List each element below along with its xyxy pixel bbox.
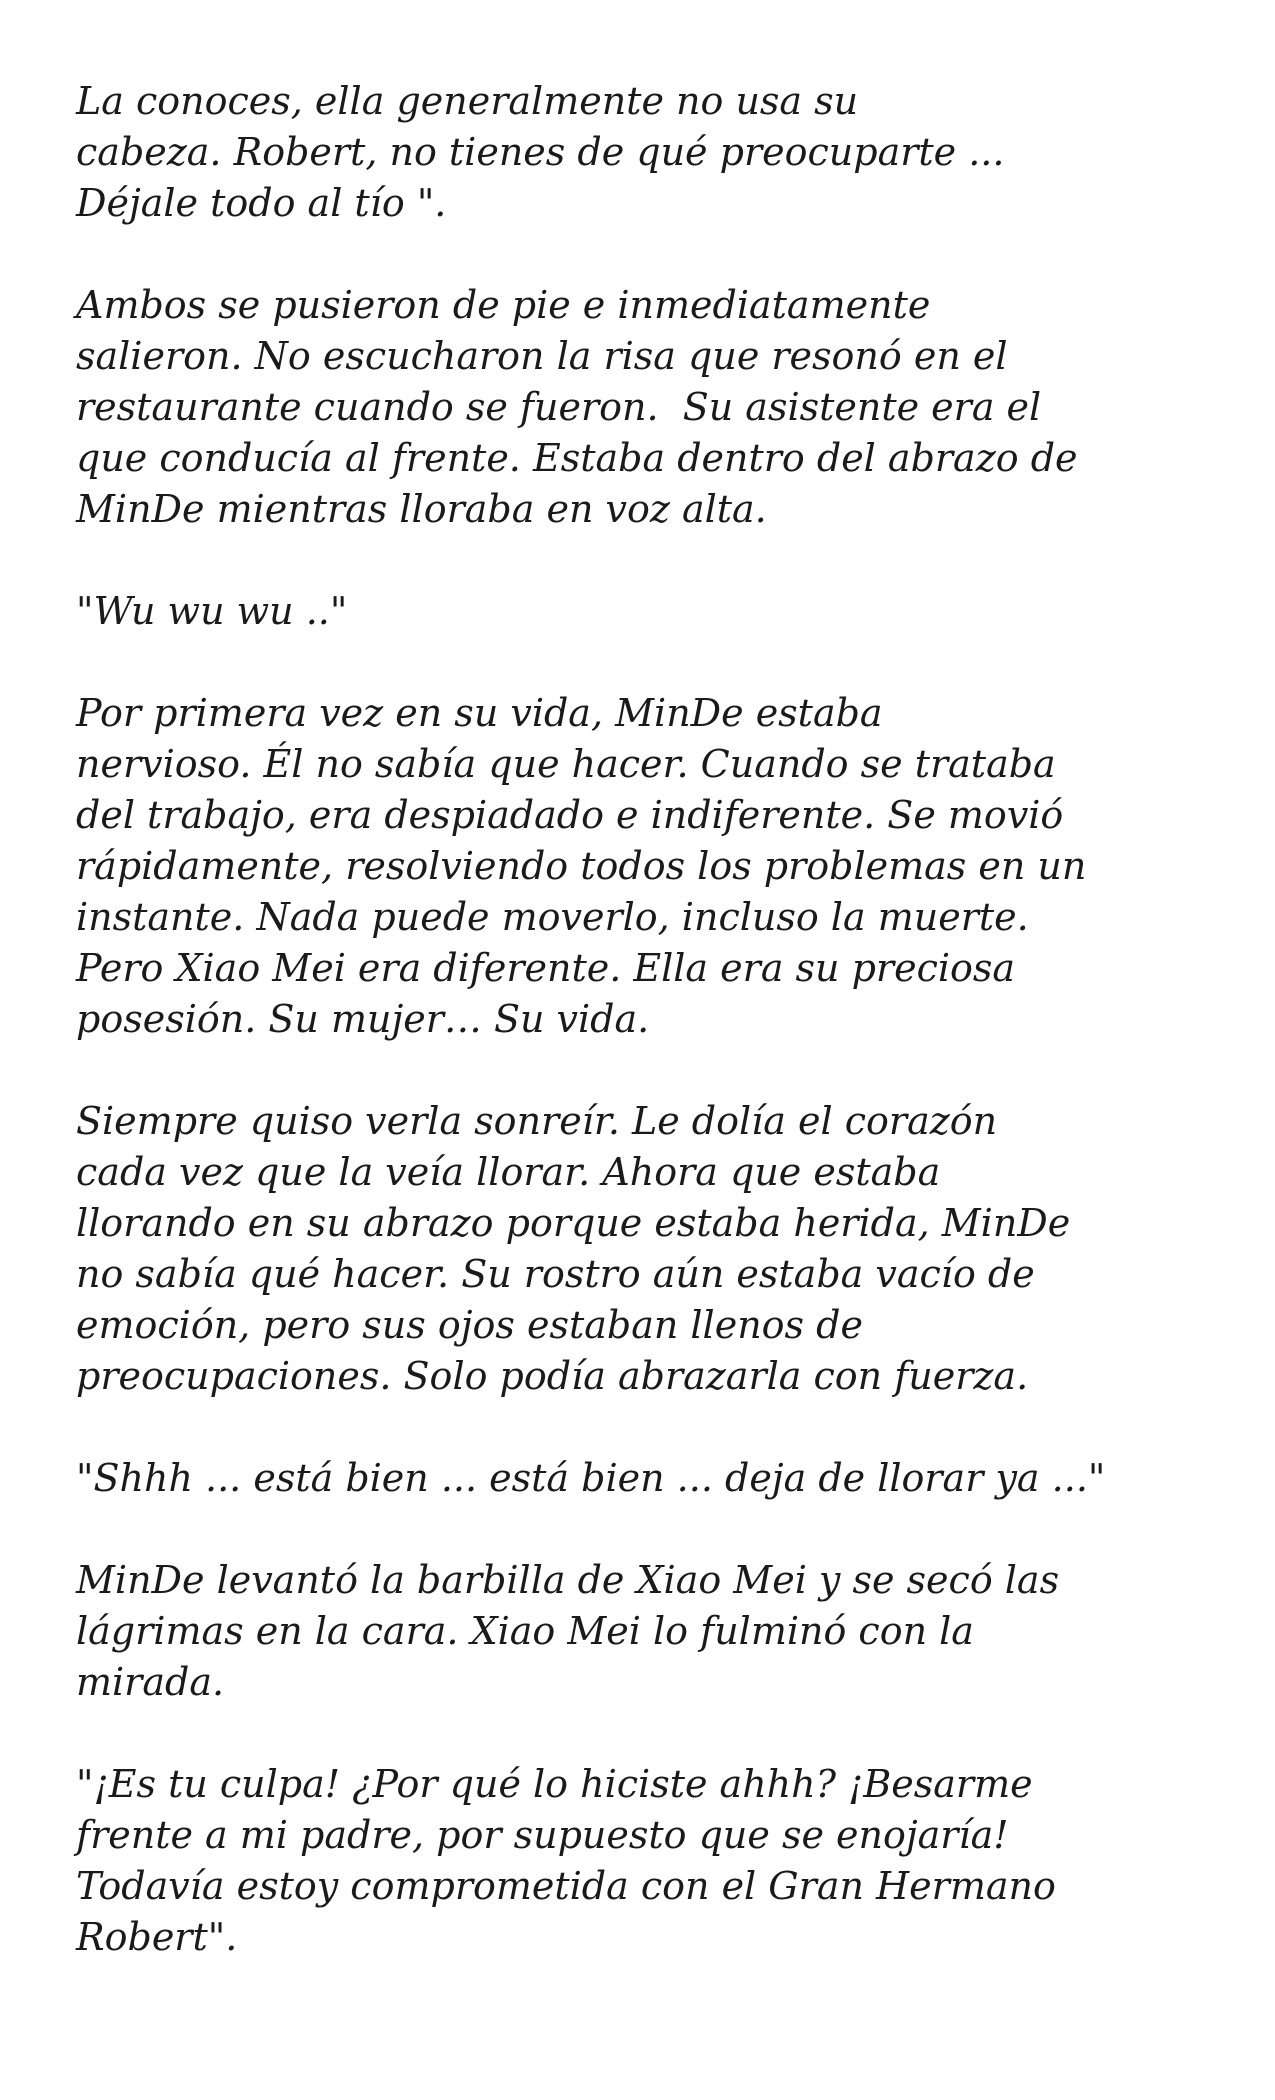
paragraph xyxy=(76,688,1226,1045)
paragraph xyxy=(76,1555,1226,1708)
text-line: instante. Nada puede moverlo, incluso la muerte. xyxy=(76,895,1029,939)
text-line: "¡Es tu culpa! ¿Por qué lo hiciste ahhh? ¡Besarme xyxy=(76,1762,1033,1806)
text-line: del trabajo, era despiadado e indiferente. Se movió xyxy=(76,793,1064,837)
paragraph xyxy=(76,586,1226,637)
text-line: Por primera vez en su vida, MinDe estaba xyxy=(76,691,883,735)
text-line: nervioso. Él no sabía que hacer. Cuando se trataba xyxy=(76,742,1056,786)
text-line: Todavía estoy comprometida con el Gran Hermano xyxy=(76,1864,1056,1908)
text-line: cabeza. Robert, no tienes de qué preocuparte ... xyxy=(76,130,1005,174)
text-line: Ambos se pusieron de pie e inmediatamente xyxy=(76,283,931,327)
text-line: "Shhh ... está bien ... está bien ... deja de llorar ya ..." xyxy=(76,1456,1106,1500)
text-line: Robert". xyxy=(76,1915,238,1959)
text-line: que conducía al frente. Estaba dentro del abrazo de xyxy=(76,436,1078,480)
text-line: restaurante cuando se fueron. Su asistente era el xyxy=(76,385,1042,429)
text-line: rápidamente, resolviendo todos los problemas en un xyxy=(76,844,1087,888)
text-line: MinDe mientras lloraba en voz alta. xyxy=(76,487,767,531)
text-line: no sabía qué hacer. Su rostro aún estaba vacío de xyxy=(76,1252,1035,1296)
document-page xyxy=(76,76,1226,2014)
text-line: emoción, pero sus ojos estaban llenos de xyxy=(76,1303,863,1347)
text-line: MinDe levantó la barbilla de Xiao Mei y se secó las xyxy=(76,1558,1060,1602)
text-line: cada vez que la veía llorar. Ahora que estaba xyxy=(76,1150,941,1194)
paragraph xyxy=(76,76,1226,229)
text-line: Déjale todo al tío ". xyxy=(76,181,447,225)
text-line: Siempre quiso verla sonreír. Le dolía el corazón xyxy=(76,1099,998,1143)
paragraph xyxy=(76,1759,1226,1963)
text-line: "Wu wu wu .." xyxy=(76,589,348,633)
paragraph xyxy=(76,280,1226,535)
text-line: mirada. xyxy=(76,1660,225,1704)
text-line: posesión. Su mujer… Su vida. xyxy=(76,997,650,1041)
text-line: preocupaciones. Solo podía abrazarla con fuerza. xyxy=(76,1354,1029,1398)
text-line: lágrimas en la cara. Xiao Mei lo fulminó con la xyxy=(76,1609,974,1653)
paragraph xyxy=(76,1096,1226,1402)
text-line: llorando en su abrazo porque estaba herida, MinDe xyxy=(76,1201,1071,1245)
text-line: La conoces, ella generalmente no usa su xyxy=(76,79,859,123)
text-line: salieron. No escucharon la risa que resonó en el xyxy=(76,334,1008,378)
text-line: Pero Xiao Mei era diferente. Ella era su preciosa xyxy=(76,946,1016,990)
paragraph xyxy=(76,1453,1226,1504)
text-line: frente a mi padre, por supuesto que se enojaría! xyxy=(76,1813,1009,1857)
